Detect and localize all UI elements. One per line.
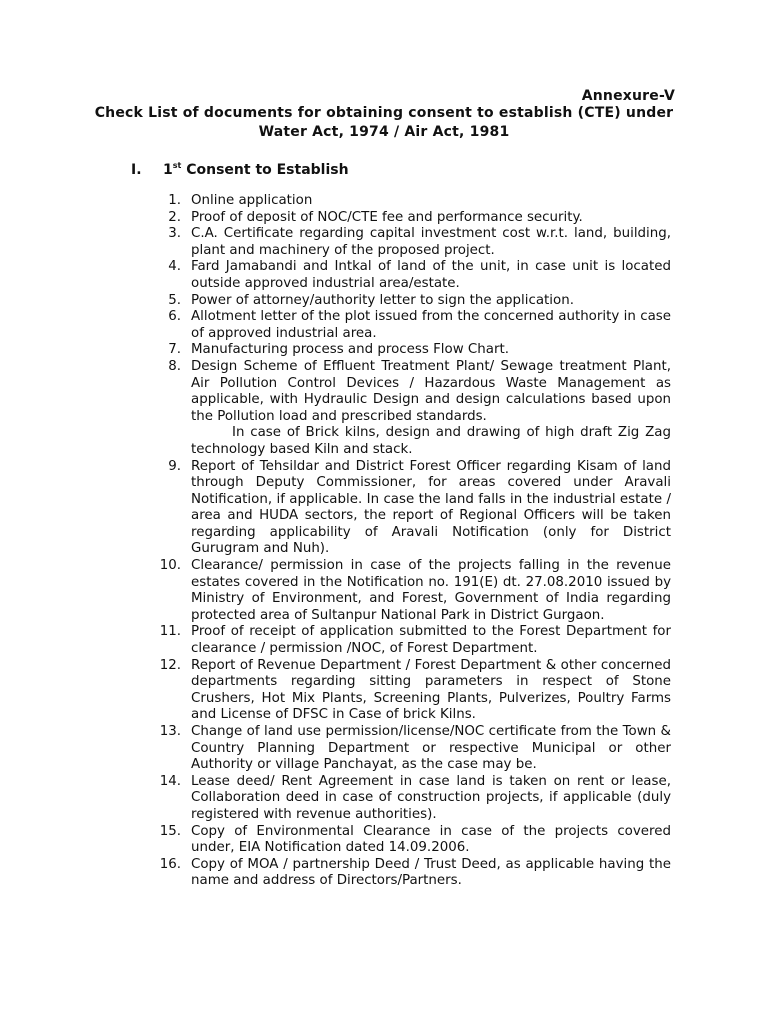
item-number: 1. xyxy=(168,193,181,208)
section-number: I. xyxy=(131,162,142,178)
item-number: 14. xyxy=(159,773,181,789)
checklist-item xyxy=(145,309,671,342)
annexure-label: Annexure-V xyxy=(581,88,675,104)
item-text: Clearance/ permission in case of the projects falling in the revenue estates covered in the Notification no. 191(E) dt. 27.08.2010 issued by Ministry of Environment, and Forest, Government of India regarding protected area of Sultanpur National Park in District Gurgaon. xyxy=(191,558,671,623)
item-text: Report of Revenue Department / Forest Department & other concerned departments regarding sitting parameters in respect of Stone Crushers, Hot Mix Plants, Screening Plants, Pulverizes, Poultry Farms and License of DFSC in Case of brick Kilns. xyxy=(191,657,671,723)
document-title-line-2: Water Act, 1974 / Air Act, 1981 xyxy=(258,124,510,140)
section-ordinal-suffix: st xyxy=(172,161,182,170)
item-number: 11. xyxy=(159,624,181,640)
checklist-item xyxy=(145,824,671,857)
item-text: Manufacturing process and process Flow Chart. xyxy=(191,342,509,358)
item-text: Fard Jamabandi and Intkal of land of the unit, in case unit is located outside approved industrial area/estate. xyxy=(191,259,671,291)
checklist-item xyxy=(145,624,671,657)
checklist-item xyxy=(145,226,671,259)
item-text: Proof of deposit of NOC/CTE fee and performance security. xyxy=(191,209,583,225)
item-text: Online application xyxy=(191,193,313,208)
item-text: Change of land use permission/license/NOC certificate from the Town & Country Planning Department or respective Municipal or other Authority or village Panchayat, as the case may be. xyxy=(191,724,671,773)
checklist-item xyxy=(145,774,671,824)
item-text: Copy of MOA / partnership Deed / Trust Deed, as applicable having the name and address of Directors/Partners. xyxy=(191,856,671,889)
checklist-item xyxy=(145,342,671,359)
checklist-item xyxy=(145,293,671,310)
item-text: Lease deed/ Rent Agreement in case land is taken on rent or lease, Collaboration deed in case of construction projects, if applicable (duly registered with revenue authorities). xyxy=(191,773,671,822)
item-number: 10. xyxy=(159,558,181,574)
document-title-line-1: Check List of documents for obtaining consent to establish (CTE) under xyxy=(94,105,674,121)
item-number: 3. xyxy=(168,226,181,242)
item-subtext: In case of Brick kilns, design and drawing of high draft Zig Zag technology based Kiln and stack. xyxy=(191,425,671,457)
item-number: 6. xyxy=(168,309,181,325)
checklist-item xyxy=(145,558,671,624)
item-text: Report of Tehsildar and District Forest Officer regarding Kisam of land through Deputy Commissioner, for areas covered under Aravali Notification, if applicable. In case the land falls in the industrial estate / area and HUDA sectors, the report of Regional Officers will be taken regarding applicability of Aravali Notification (only for District Gurugram and Nuh). xyxy=(191,458,671,557)
item-text: Allotment letter of the plot issued from the concerned authority in case of approved industrial area. xyxy=(191,309,671,341)
item-text: Copy of Environmental Clearance in case of the projects covered under, EIA Notification dated 14.09.2006. xyxy=(191,823,671,856)
checklist-item xyxy=(145,658,671,724)
checklist-item xyxy=(145,210,671,227)
item-text: Proof of receipt of application submitted to the Forest Department for clearance / permission /NOC, of Forest Department. xyxy=(191,624,671,657)
item-text: Power of attorney/authority letter to sign the application. xyxy=(191,292,574,308)
checklist-item xyxy=(145,857,671,890)
item-number: 8. xyxy=(168,358,181,374)
checklist-item xyxy=(145,724,671,774)
checklist-item xyxy=(145,259,671,292)
section-heading xyxy=(131,161,349,179)
checklist-item xyxy=(145,359,671,459)
item-number: 15. xyxy=(159,823,181,839)
item-number: 5. xyxy=(168,292,181,308)
item-number: 4. xyxy=(168,259,181,275)
item-number: 13. xyxy=(159,724,181,739)
checklist-item xyxy=(145,193,671,210)
item-text: Design Scheme of Effluent Treatment Plant/ Sewage treatment Plant, Air Pollution Control Devices / Hazardous Waste Management as applicable, with Hydraulic Design and design calculations based upon the Pollution load and prescribed standards. xyxy=(191,358,671,424)
item-number: 2. xyxy=(168,209,181,225)
section-ordinal-number: 1 xyxy=(163,162,173,178)
item-number: 7. xyxy=(168,342,181,358)
item-number: 12. xyxy=(159,657,181,673)
checklist-item xyxy=(145,459,671,559)
item-text-block xyxy=(191,359,671,459)
item-text: C.A. Certificate regarding capital investment cost w.r.t. land, building, plant and machinery of the proposed project. xyxy=(191,226,671,258)
item-number: 9. xyxy=(168,458,181,474)
section-title: Consent to Establish xyxy=(181,162,349,178)
checklist xyxy=(145,193,671,890)
item-number: 16. xyxy=(159,856,181,872)
